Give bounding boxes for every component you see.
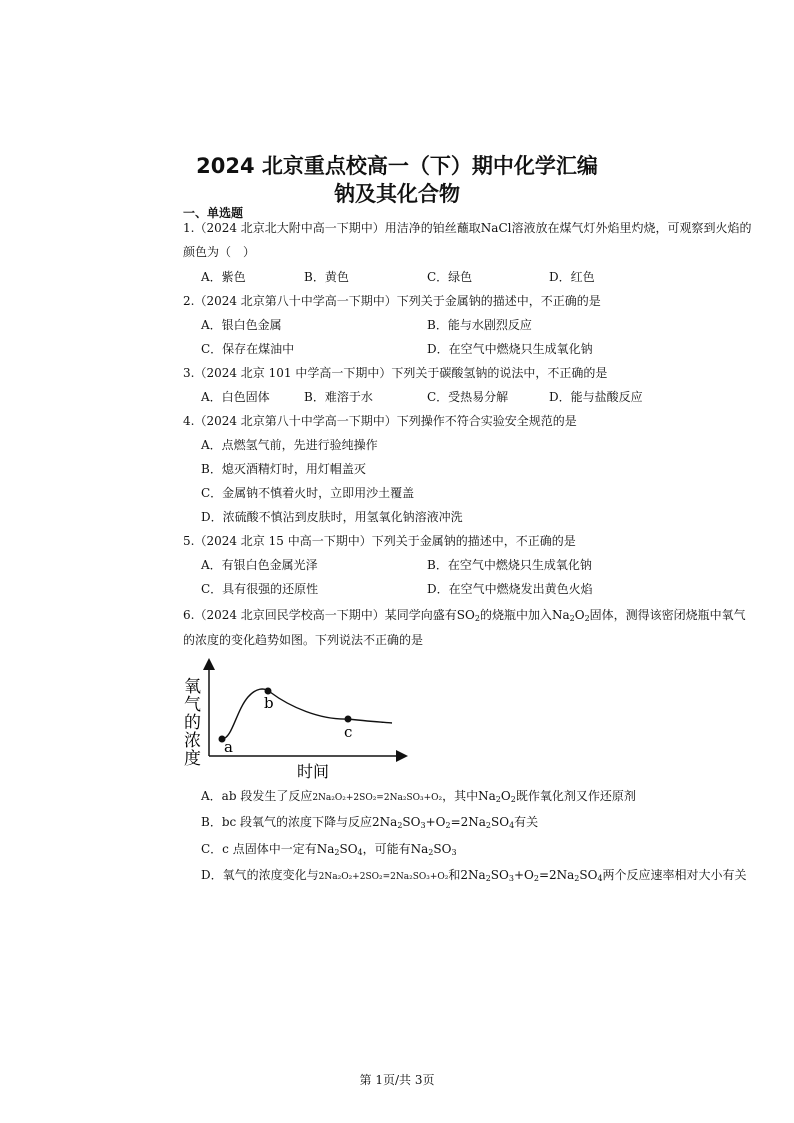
point-b-label: b bbox=[264, 694, 274, 712]
q3-option-b: B．难溶于水 bbox=[304, 390, 373, 404]
q1-option-c: C．绿色 bbox=[427, 270, 473, 284]
q1-stem-line1: 1.（2024 北京北大附中高一下期中）用洁净的铂丝蘸取NaCl溶液放在煤气灯外焰里灼烧，可观察到火焰的 bbox=[183, 221, 752, 235]
y-axis-label: 氧气的浓度 bbox=[180, 677, 200, 767]
q1-option-a: A．紫色 bbox=[201, 270, 246, 284]
q6-option-c: C．c 点固体中一定有$Na_2SO_4$，可能有$Na_2SO_3$ bbox=[201, 842, 457, 857]
point-c-label: c bbox=[344, 723, 353, 741]
page-number: 第 1页/共 3页 bbox=[359, 1073, 435, 1087]
q2-stem: 2.（2024 北京第八十中学高一下期中）下列关于金属钠的描述中，不正确的是 bbox=[183, 294, 601, 308]
q4-option-b: B．熄灭酒精灯时，用灯帽盖灭 bbox=[201, 462, 366, 476]
q5-option-b: B．在空气中燃烧只生成氧化钠 bbox=[427, 558, 592, 572]
concentration-curve bbox=[222, 689, 392, 739]
q5-stem: 5.（2024 北京 15 中高一下期中）下列关于金属钠的描述中，不正确的是 bbox=[183, 534, 576, 548]
q2-option-b: B．能与水剧烈反应 bbox=[427, 318, 532, 332]
section-heading: 一、单选题 bbox=[183, 206, 244, 220]
q1-stem-line2: 颜色为（ ） bbox=[183, 245, 256, 259]
q4-stem: 4.（2024 北京第八十中学高一下期中）下列操作不符合实验安全规范的是 bbox=[183, 414, 577, 428]
page-subtitle: 钠及其化合物 bbox=[334, 182, 460, 206]
page-title: 2024 北京重点校高一（下）期中化学汇编 bbox=[196, 154, 598, 178]
q2-option-c: C．保存在煤油中 bbox=[201, 342, 295, 356]
q5-option-d: D．在空气中燃烧发出黄色火焰 bbox=[427, 582, 593, 596]
q6-stem-line2: 的浓度的变化趋势如图。下列说法不正确的是 bbox=[183, 633, 424, 647]
x-axis-label: 时间 bbox=[297, 762, 330, 781]
q2-option-a: A．银白色金属 bbox=[201, 318, 282, 332]
q3-option-c: C．受热易分解 bbox=[427, 390, 509, 404]
q4-option-c: C．金属钠不慎着火时，立即用沙土覆盖 bbox=[201, 486, 415, 500]
q1-option-d: D．红色 bbox=[549, 270, 595, 284]
q3-option-d: D．能与盐酸反应 bbox=[549, 390, 643, 404]
q2-option-d: D．在空气中燃烧只生成氧化钠 bbox=[427, 342, 593, 356]
q6-option-b: B．bc 段氧气的浓度下降与反应$2Na_2SO_3+O_2=2Na_2SO_4$有关 bbox=[201, 815, 539, 830]
q4-option-d: D．浓硫酸不慎沾到皮肤时，用氢氧化钠溶液冲洗 bbox=[201, 510, 463, 524]
q3-option-a: A．白色固体 bbox=[201, 390, 270, 404]
q1-option-b: B．黄色 bbox=[304, 270, 349, 284]
q5-option-a: A．有银白色金属光泽 bbox=[201, 558, 318, 572]
q3-stem: 3.（2024 北京 101 中学高一下期中）下列关于碳酸氢钠的说法中，不正确的是 bbox=[183, 366, 608, 380]
q6-stem-line1: 6.（2024 北京回民学校高一下期中）某同学向盛有$SO_2$的烧瓶中加入$Na_2O_2$固体，测得该密闭烧瓶中氧气 bbox=[183, 608, 746, 623]
q6-option-d: D．氧气的浓度变化与2Na₂O₂+2SO₂=2Na₂SO₃+O₂和$2Na_2SO_3+O_2=2Na_2SO_4$两个反应速率相对大小有关 bbox=[201, 868, 747, 883]
q4-option-a: A．点燃氢气前，先进行验纯操作 bbox=[201, 438, 378, 452]
point-a-label: a bbox=[224, 738, 233, 756]
q6-option-a: A．ab 段发生了反应2Na₂O₂+2SO₂=2Na₂SO₃+O₂，其中$Na_2O_2$既作氧化剂又作还原剂 bbox=[201, 789, 636, 804]
oxygen-concentration-graph bbox=[180, 655, 420, 783]
q5-option-c: C．具有很强的还原性 bbox=[201, 582, 319, 596]
point-c-marker bbox=[345, 716, 352, 723]
